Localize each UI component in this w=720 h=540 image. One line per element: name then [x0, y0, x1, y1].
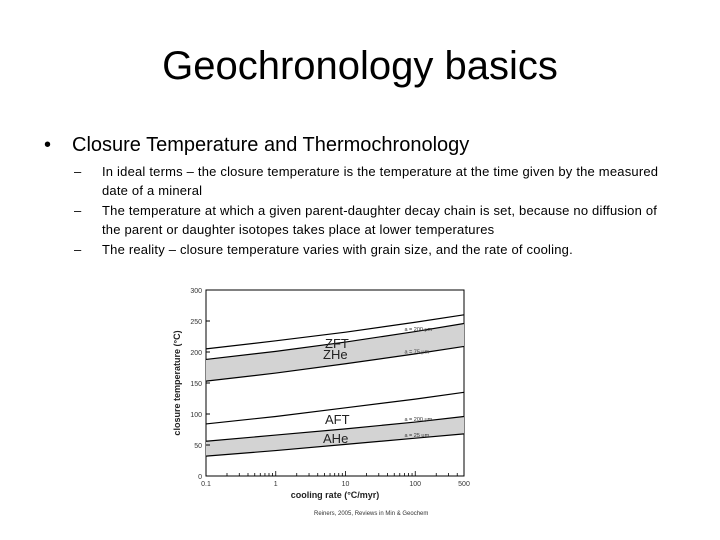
citation: Reiners, 2005, Reviews in Min & Geochem	[314, 511, 429, 517]
dash: –	[74, 164, 82, 179]
x-tick-label: 1	[273, 481, 278, 488]
main-bullet	[44, 132, 684, 158]
y-tick-label: 250	[190, 319, 202, 326]
sub-bullet-text: The reality – closure temperature varies with grain size, and the rate of cooling.	[102, 242, 573, 257]
x-tick-label: 10	[341, 481, 350, 488]
sub-bullet-list	[74, 162, 674, 260]
dash: –	[74, 203, 82, 218]
slide-title: Geochronology basics	[162, 44, 558, 88]
x-tick-label: 100	[409, 481, 422, 488]
line-name-label: ZFT	[325, 336, 349, 352]
sub-bullet	[74, 201, 674, 239]
y-axis-label: closure temperature (°C)	[172, 330, 182, 436]
y-tick-label: 100	[190, 412, 202, 419]
dash: –	[74, 242, 82, 257]
grain-size-label: a = 200 μm	[404, 417, 433, 424]
band-name-label: ZHe	[323, 347, 348, 363]
grain-size-label: a = 200 μm	[404, 327, 433, 334]
grain-size-label: a = 75 μm	[404, 349, 430, 356]
sub-bullet	[74, 162, 674, 200]
sub-bullet	[74, 240, 674, 259]
y-tick-label: 300	[190, 288, 202, 295]
y-tick-label: 200	[190, 350, 202, 357]
main-bullet-text: Closure Temperature and Thermochronology	[72, 134, 470, 156]
bullet-dot: •	[44, 134, 52, 156]
x-tick-label: 500	[458, 481, 470, 488]
sub-bullet-text: The temperature at which a given parent-daughter decay chain is set, because no diffusion of the parent or daughter isotopes takes place at lower temperatures	[102, 203, 658, 237]
grain-size-label: a = 25 μm	[404, 433, 430, 440]
band-name-label: AHe	[323, 430, 349, 446]
sub-bullet-text: In ideal terms – the closure temperature is the temperature at the time given by the measured date of a mineral	[102, 164, 659, 198]
y-tick-label: 150	[190, 381, 202, 388]
closure-temperature-chart	[168, 280, 478, 505]
line-name-label: AFT	[325, 411, 350, 427]
x-tick-label: 0.1	[201, 481, 211, 488]
y-tick-label: 50	[194, 443, 202, 450]
y-tick-label: 0	[198, 474, 202, 481]
chart-svg	[168, 280, 478, 505]
x-axis-label: cooling rate (°C/myr)	[290, 490, 380, 500]
